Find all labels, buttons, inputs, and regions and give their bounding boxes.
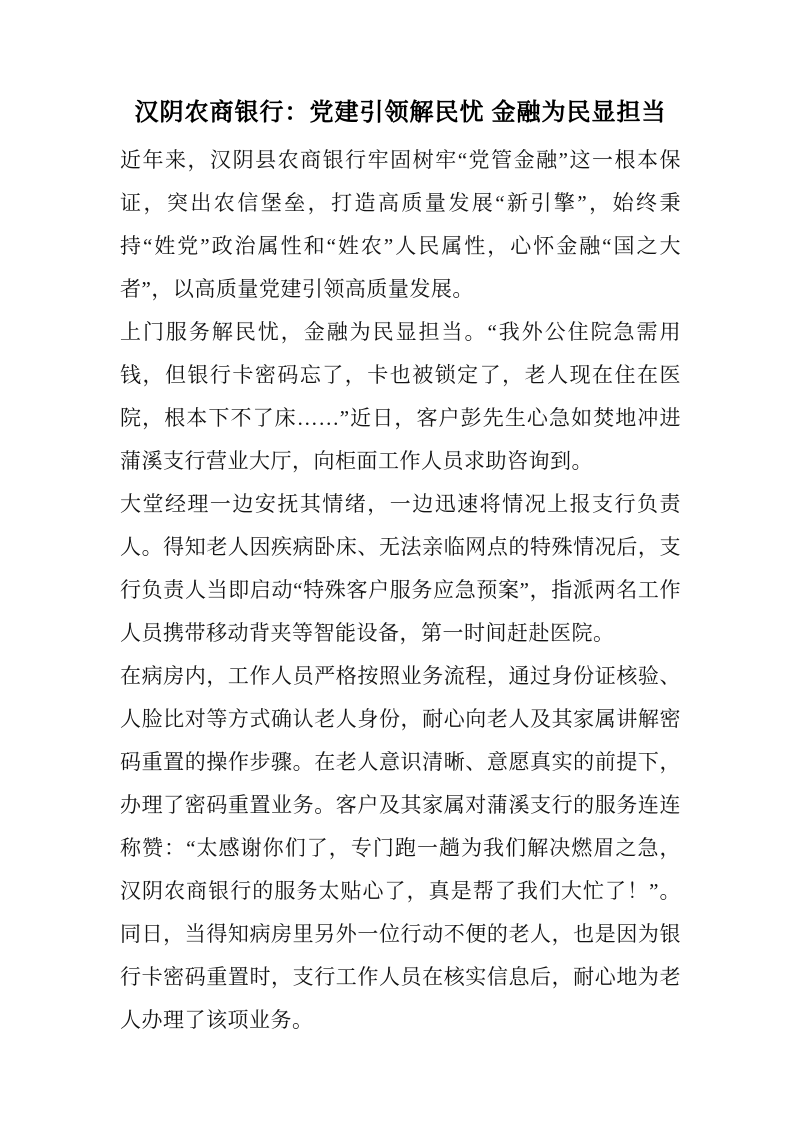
paragraph-customer-request: 上门服务解民忧，金融为民显担当。“我外公住院急需用钱，但银行卡密码忘了，卡也被锁定了，老人现在住在医院，根本下不了床……”近日，客户彭先生心急如焚地冲进蒲溪支行营业大厅，向柜面工作人员求助咨询到。 — [120, 320, 681, 473]
document-title: 汉阴农商银行：党建引领解民忧 金融为民显担当 — [134, 100, 667, 126]
paragraph-hospital-service: 在病房内，工作人员严格按照业务流程，通过身份证核验、人脸比对等方式确认老人身份，耐心向老人及其家属讲解密码重置的操作步骤。在老人意识清晰、意愿真实的前提下，办理了密码重置业务。客户及其家属对蒲溪支行的服务连连称赞：“太感谢你们了，专门跑一趟为我们解决燃眉之急，汉阴农商银行的服务太贴心了，真是帮了我们大忙了！”。同日，当得知病房里另外一位行动不便的老人，也是因为银行卡密码重置时，支行工作人员在核实信息后，耐心地为老人办理了该项业务。 — [120, 664, 681, 1032]
paragraph-intro: 近年来，汉阴县农商银行牢固树牢“党管金融”这一根本保证，突出农信堡垒，打造高质量发展“新引擎”，始终秉持“姓党”政治属性和“姓农”人民属性，心怀金融“国之大者”，以高质量党建引领高质量发展。 — [120, 148, 681, 301]
document-body — [120, 139, 681, 1042]
paragraph-branch-response: 大堂经理一边安抚其情绪，一边迅速将情况上报支行负责人。得知老人因疾病卧床、无法亲临网点的特殊情况后，支行负责人当即启动“特殊客户服务应急预案”，指派两名工作人员携带移动背夹等智能设备，第一时间赶赴医院。 — [120, 492, 681, 645]
